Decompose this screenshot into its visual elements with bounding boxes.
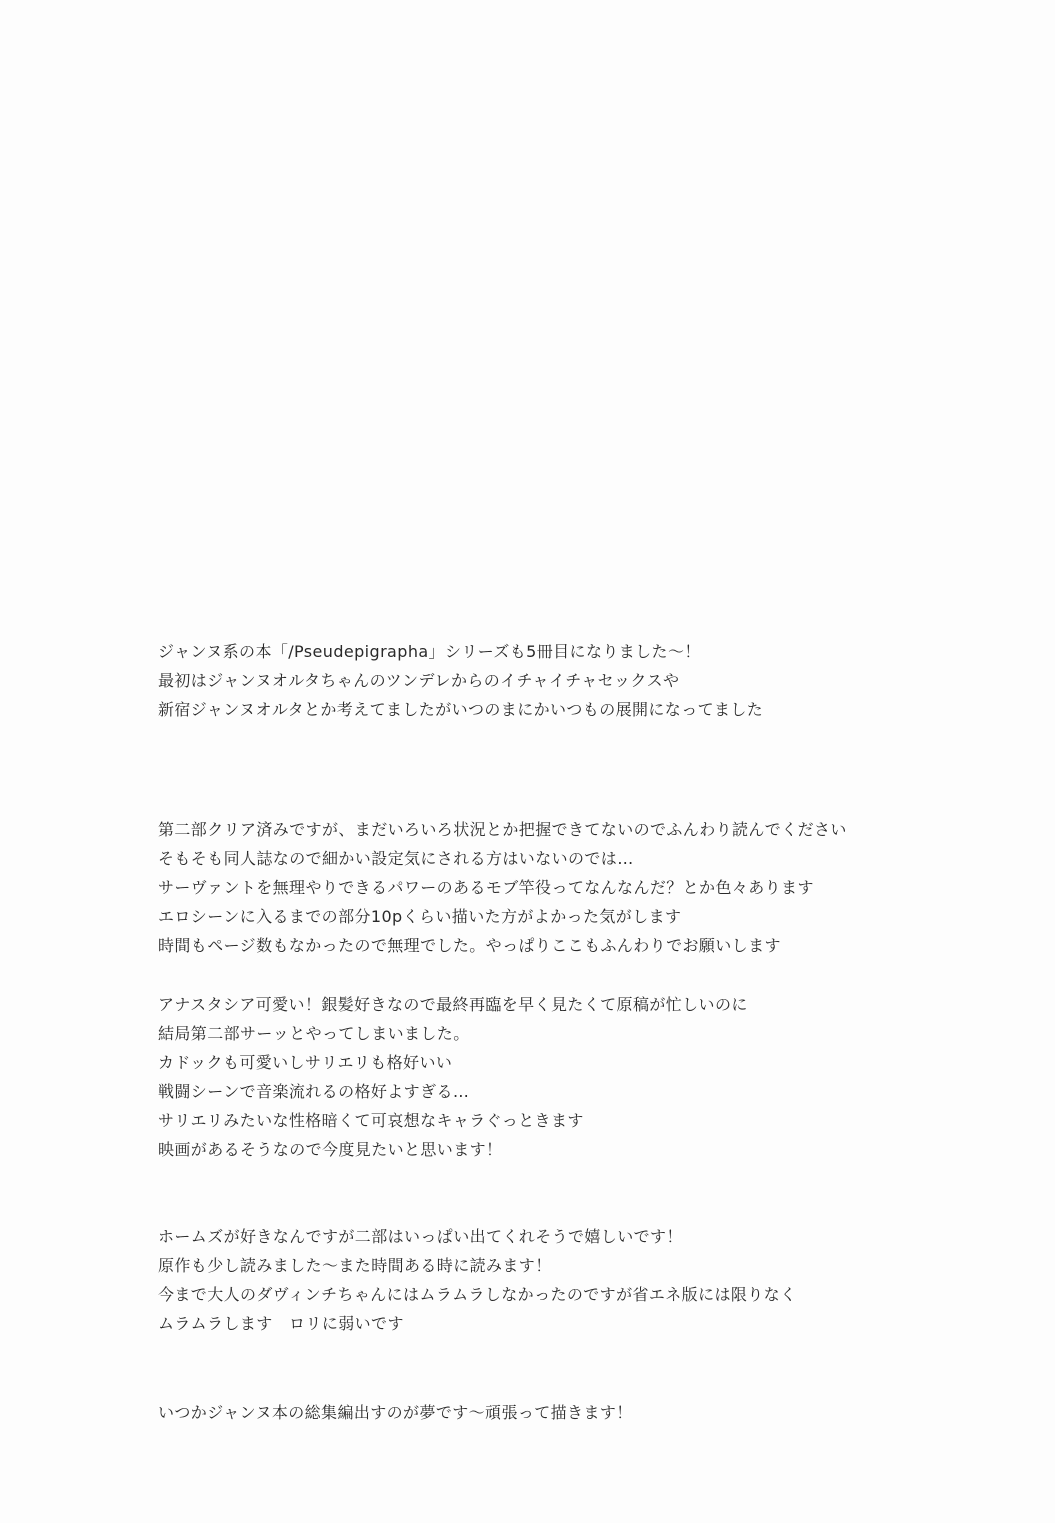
text-line: そもそも同人誌なので細かい設定気にされる方はいないのでは… [158, 849, 634, 868]
text-line: カドックも可愛いしサリエリも格好いい [158, 1053, 453, 1072]
text-line: ムラムラします ロリに弱いです [158, 1314, 404, 1333]
text-line: サーヴァントを無理やりできるパワーのあるモブ竿役ってなんなんだ？とか色々あります [158, 878, 814, 897]
text-line: 原作も少し読みました〜また時間ある時に読みます！ [158, 1256, 552, 1275]
paragraph-anastasia [158, 990, 1018, 1164]
text-line: 結局第二部サーッとやってしまいました。 [158, 1024, 470, 1043]
text-line: 時間もページ数もなかったので無理でした。やっぱりここもふんわりでお願いします [158, 936, 781, 955]
text-line: 今まで大人のダヴィンチちゃんにはムラムラしなかったのですが省エネ版には限りなく [158, 1285, 797, 1304]
text-line: 新宿ジャンヌオルタとか考えてましたがいつのまにかいつもの展開になってました [158, 700, 764, 719]
text-line: 映画があるそうなので今度見たいと思います！ [158, 1140, 503, 1159]
text-line: 最初はジャンヌオルタちゃんのツンデレからのイチャイチャセックスや [158, 671, 680, 690]
text-line: 戦闘シーンで音楽流れるの格好よすぎる… [158, 1082, 470, 1101]
text-line: ジャンヌ系の本「/Pseudepigrapha」シリーズも5冊目になりました〜！ [158, 642, 701, 661]
paragraph-series-intro [158, 637, 1018, 724]
text-line: いつかジャンヌ本の総集編出すのが夢です〜頑張って描きます！ [158, 1403, 633, 1422]
text-line: アナスタシア可愛い！銀髪好きなので最終再臨を早く見たくて原稿が忙しいのに [158, 995, 748, 1014]
paragraph-part-two-notes [158, 815, 1018, 960]
text-line: 第二部クリア済みですが、まだいろいろ状況とか把握できてないのでふんわり読んでください [158, 820, 847, 839]
text-line: サリエリみたいな性格暗くて可哀想なキャラぐっときます [158, 1111, 584, 1130]
text-line: エロシーンに入るまでの部分10pくらい描いた方がよかった気がします [158, 907, 682, 926]
paragraph-holmes [158, 1222, 1018, 1338]
paragraph-closing [158, 1398, 1018, 1427]
text-line: ホームズが好きなんですが二部はいっぱい出てくれそうで嬉しいです！ [158, 1227, 683, 1246]
